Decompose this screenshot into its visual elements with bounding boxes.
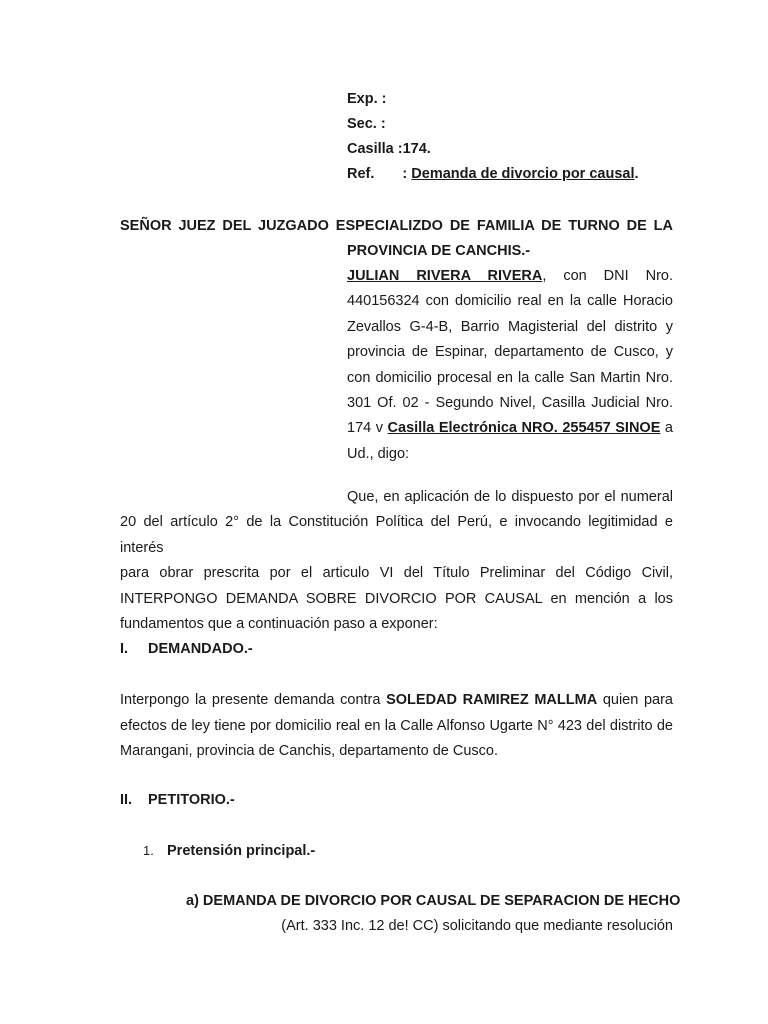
petitorio-item-1	[143, 843, 315, 859]
addressee-line-1: SEÑOR JUEZ DEL JUZGADO ESPECIALIZDO DE FAMILIA DE TURNO DE LA	[120, 218, 673, 234]
casilla-label: Casilla :174.	[347, 141, 431, 157]
section-1-line-1: Interpongo la presente demanda contra SOLEDAD RAMIREZ MALLMA quien para	[120, 692, 673, 708]
plaintiff-line-2: 440156324 con domicilio real en la calle Horacio	[347, 293, 673, 310]
intro-line-2: 20 del artículo 2° de la Constitución Política del Perú, e invocando legitimidad e interés	[120, 514, 673, 556]
intro-line-5: fundamentos que a continuación paso a exponer:	[120, 616, 438, 632]
defendant-name: SOLEDAD RAMIREZ MALLMA	[386, 692, 598, 708]
plaintiff-line-4: provincia de Espinar, departamento de Cusco, y	[347, 344, 673, 361]
ref-colon: :	[402, 166, 408, 182]
casilla-electronica: Casilla Electrónica NRO. 255457 SINOE	[387, 420, 661, 437]
sub-item-a-title: a) DEMANDA DE DIVORCIO POR CAUSAL DE SEPARACION DE HECHO	[186, 893, 681, 909]
section-2-title: PETITORIO.-	[148, 792, 235, 808]
ref-label: Ref.	[347, 166, 375, 182]
intro-first-line: Que, en aplicación de lo dispuesto por el numeral	[347, 489, 673, 505]
plaintiff-line-6: 301 Of. 02 - Segundo Nivel, Casilla Judicial Nro.	[347, 395, 673, 412]
addressee-cont	[347, 239, 673, 264]
section-1-line-2: efectos de ley tiene por domicilio real en la Calle Alfonso Ugarte N° 423 del distrito de	[120, 717, 673, 734]
sec-label: Sec. :	[347, 116, 386, 132]
section-1-number: I.	[120, 641, 129, 657]
intro-line-3: para obrar prescrita por el articulo VI del Título Preliminar del Código Civil,	[120, 565, 673, 581]
plaintiff-line-5: con domicilio procesal en la calle San Martin Nro.	[347, 369, 673, 386]
plaintiff-block	[347, 264, 673, 467]
item-number: 1.	[143, 843, 154, 858]
plaintiff-name: JULIAN RIVERA RIVERA	[347, 268, 543, 284]
plaintiff-line-1: JULIAN RIVERA RIVERA, con DNI Nro.	[347, 268, 673, 284]
sub-item-a-text: (Art. 333 Inc. 12 de! CC) solicitando que mediante resolución	[281, 918, 673, 934]
section-2-number: II.	[120, 792, 133, 808]
section-1-heading	[120, 641, 253, 657]
plaintiff-line-3: Zevallos G-4-B, Barrio Magisterial del distrito y	[347, 318, 673, 335]
addressee-line-2: PROVINCIA DE CANCHIS.-	[347, 243, 531, 259]
section-1-paragraph	[120, 688, 673, 765]
section-1-title: DEMANDADO.-	[148, 641, 253, 657]
section-2-heading	[120, 792, 235, 808]
addressee	[120, 214, 673, 240]
intro-line-4: INTERPONGO DEMANDA SOBRE DIVORCIO POR CAUSAL en mención a los	[120, 590, 673, 607]
ref-line	[347, 162, 639, 187]
ref-value: Demanda de divorcio por causal	[411, 166, 635, 182]
plaintiff-line-8: Ud., digo:	[347, 445, 410, 462]
ref-period: .	[634, 166, 639, 182]
intro-paragraph	[120, 510, 673, 638]
exp-label: Exp. :	[347, 91, 387, 107]
plaintiff-line-7: 174 v Casilla Electrónica NRO. 255457 SINOE a	[347, 420, 673, 437]
section-1-line-3: Marangani, provincia de Canchis, departamento de Cusco.	[120, 743, 499, 759]
item-title: Pretensión principal.-	[167, 843, 316, 859]
